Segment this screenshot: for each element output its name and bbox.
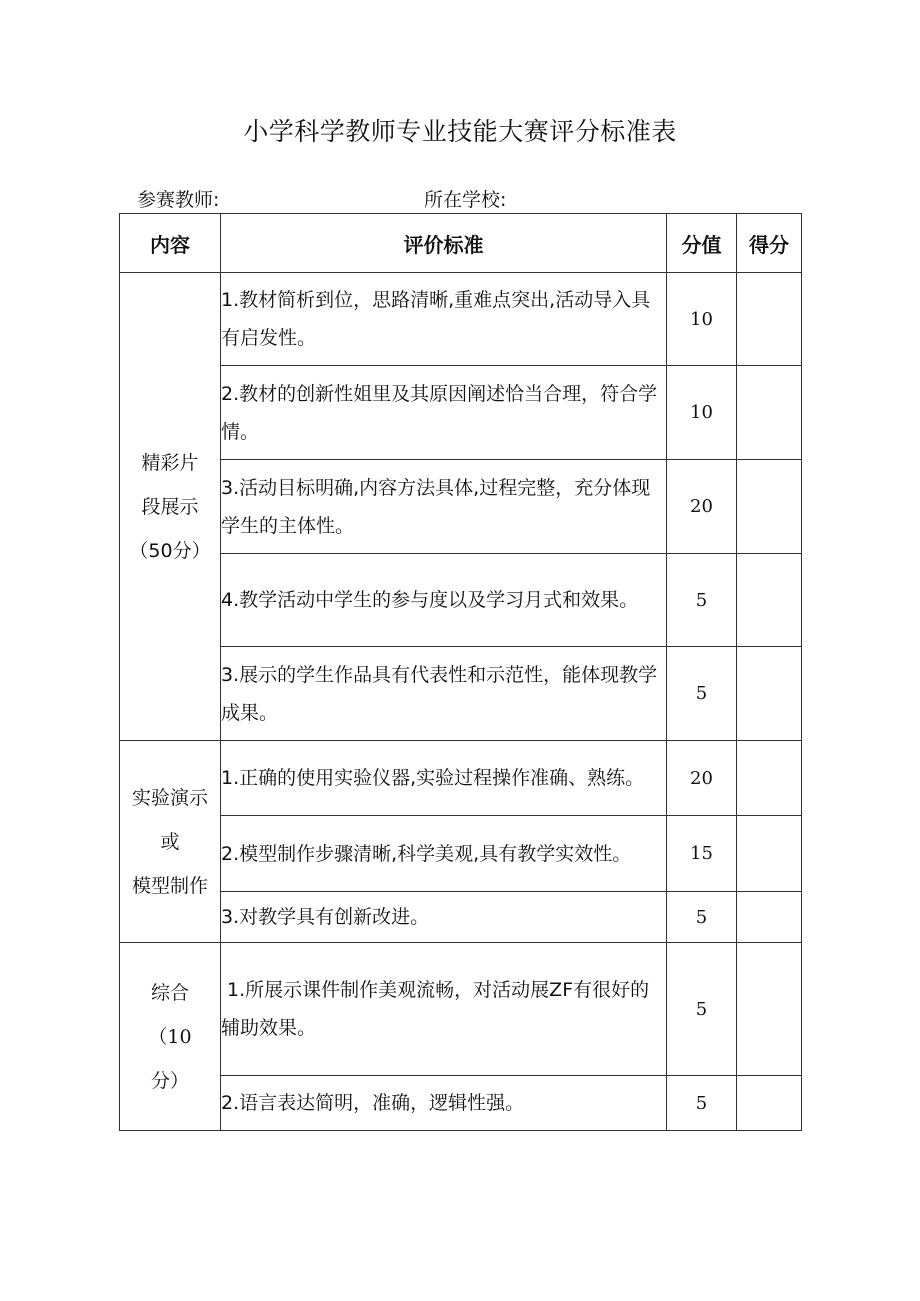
table-row [120,554,802,647]
points-cell: 20 [667,741,737,816]
scoring-table [119,213,802,1131]
score-cell[interactable] [737,366,802,460]
section-label [120,943,221,1131]
header-criteria: 评价标准 [221,214,667,273]
points-cell: 5 [667,892,737,943]
score-cell[interactable] [737,273,802,366]
score-cell[interactable] [737,892,802,943]
header-points: 分值 [667,214,737,273]
table-row [120,741,802,816]
points-cell: 5 [667,554,737,647]
section-label-line: （10 [148,1025,192,1048]
criteria-cell: 1.正确的使用实验仪器,实验过程操作准确、熟练。 [221,741,667,816]
score-cell[interactable] [737,647,802,741]
score-cell[interactable] [737,460,802,554]
table-row [120,816,802,892]
section-label [120,273,221,741]
section-label-line: （50分） [129,539,211,562]
score-cell[interactable] [737,554,802,647]
points-cell: 5 [667,943,737,1076]
score-cell[interactable] [737,1076,802,1131]
section-label-line: 实验演示 [131,786,208,809]
criteria-cell: 3.展示的学生作品具有代表性和示范性，能体现教学成果。 [221,647,667,741]
section-label-line: 综合 [150,981,189,1004]
section-label-line: 段展示 [141,495,199,518]
header-row [120,214,802,273]
points-cell: 10 [667,273,737,366]
criteria-cell: 4.教学活动中学生的参与度以及学习月式和效果。 [221,554,667,647]
criteria-cell: 3.对教学具有创新改进。 [221,892,667,943]
section-label-line: 模型制作 [131,874,208,897]
table-row [120,366,802,460]
points-cell: 15 [667,816,737,892]
criteria-cell: 2.教材的创新性姐里及其原因阐述恰当合理，符合学情。 [221,366,667,460]
section-label-line: 分） [150,1069,189,1092]
table-row [120,460,802,554]
score-cell[interactable] [737,816,802,892]
table-row [120,273,802,366]
header-content: 内容 [120,214,221,273]
points-cell: 5 [667,647,737,741]
criteria-cell: 3.活动目标明确,内容方法具体,过程完整，充分体现学生的主体性。 [221,460,667,554]
points-cell: 20 [667,460,737,554]
criteria-cell: 1.教材简析到位，思路清晰,重难点突出,活动导入具有启发性。 [221,273,667,366]
table-row [120,943,802,1076]
score-cell[interactable] [737,741,802,816]
school-label: 所在学校: [424,189,507,211]
page-title: 小学科学教师专业技能大赛评分标准表 [243,117,677,146]
table-row [120,892,802,943]
table-row [120,647,802,741]
section-label-line: 精彩片 [141,451,199,474]
section-label-line: 或 [160,830,180,853]
score-cell[interactable] [737,943,802,1076]
teacher-label: 参赛教师: [137,189,220,211]
criteria-cell: 1.所展示课件制作美观流畅，对活动展ZF有很好的辅助效果。 [221,943,667,1076]
header-score: 得分 [737,214,802,273]
table-row [120,1076,802,1131]
criteria-cell: 2.语言表达简明，准确，逻辑性强。 [221,1076,667,1131]
criteria-cell: 2.模型制作步骤清晰,科学美观,具有教学实效性。 [221,816,667,892]
points-cell: 10 [667,366,737,460]
section-label [120,741,221,943]
points-cell: 5 [667,1076,737,1131]
